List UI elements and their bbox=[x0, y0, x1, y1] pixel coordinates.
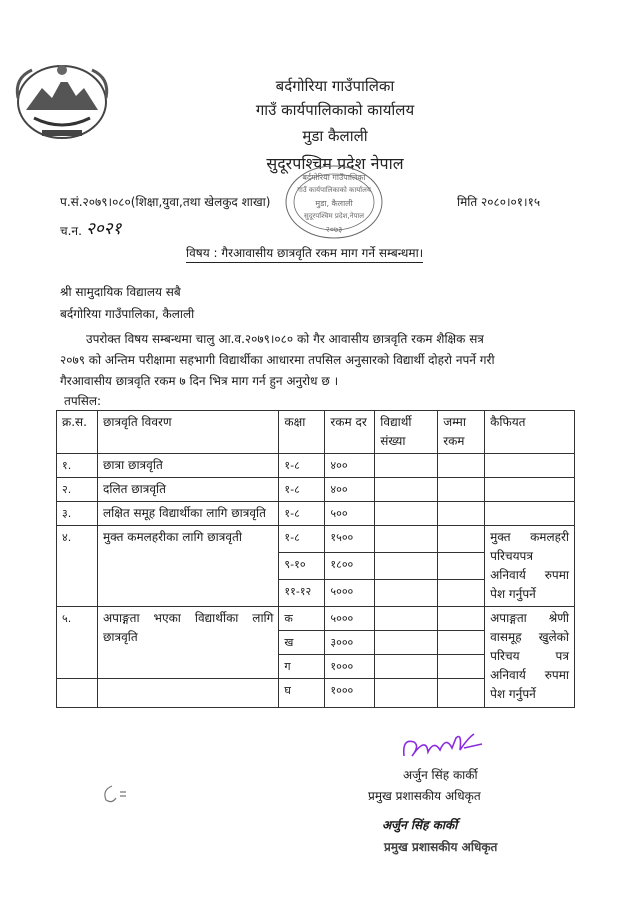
cell-total bbox=[438, 502, 485, 526]
cell-desc: दलित छात्रवृति bbox=[97, 478, 278, 502]
cell-rate: ५००० bbox=[325, 580, 375, 607]
cell-sn: २. bbox=[57, 478, 98, 502]
cell-desc: अपाङ्गता भएका विद्यार्थीका लागि छात्रवृति bbox=[97, 607, 278, 679]
cell-desc: मुक्त कमलहरीका लागि छात्रवृती bbox=[97, 526, 278, 607]
header-line2: गाउँ कार्यपालिकाको कार्यालय bbox=[255, 101, 415, 119]
cell-total bbox=[438, 655, 485, 679]
cell-grade: १-८ bbox=[279, 478, 325, 502]
cell-remarks bbox=[485, 502, 575, 526]
cell-students bbox=[375, 580, 438, 607]
header-line1: बर्दगोरिया गाउँपालिका bbox=[275, 77, 395, 95]
cell-students bbox=[375, 553, 438, 580]
cell-rate: ५०० bbox=[325, 502, 375, 526]
pencil-mark bbox=[98, 780, 132, 806]
header-remarks: कैफियत bbox=[485, 411, 575, 454]
table-row bbox=[57, 454, 575, 478]
cell-grade: घ bbox=[279, 679, 325, 708]
cell-total bbox=[438, 454, 485, 478]
table-row bbox=[57, 502, 575, 526]
svg-text:गाउँ कार्यपालिकाको कार्यालय: गाउँ कार्यपालिकाको कार्यालय bbox=[297, 186, 371, 194]
body-line2: २०७९ को अन्तिम परीक्षामा सहभागी विद्यार्थीका आधारमा तपसिल अनुसारको विद्यार्थी दोहरो नपर्ने गरी bbox=[60, 353, 495, 367]
chalani-number: २०२१ bbox=[86, 219, 122, 239]
cell-rate: ३००० bbox=[325, 631, 375, 655]
cell-rate: ४०० bbox=[325, 478, 375, 502]
cell-sn: ५. bbox=[57, 607, 98, 679]
svg-text:२०७३: २०७३ bbox=[325, 225, 343, 234]
tapsil-label: तपसिल: bbox=[64, 394, 102, 408]
cell-remarks: अपाङ्गता श्रेणी वासमूह खुलेको परिचय पत्र अनिवार्य रुपमा पेश गर्नुपर्ने bbox=[485, 607, 575, 708]
header-students: विद्यार्थी संख्या bbox=[375, 411, 438, 454]
cell-remarks: मुक्त कमलहरी परिचयपत्र अनिवार्य रुपमा पेश गर्नुपर्ने bbox=[485, 526, 575, 607]
cell-students bbox=[375, 631, 438, 655]
svg-text:बर्दगोरिया गाउँपालिका: बर्दगोरिया गाउँपालिका bbox=[302, 173, 366, 182]
cell-students bbox=[375, 607, 438, 631]
cell-rate: १००० bbox=[325, 679, 375, 708]
recipient-line2: बर्दगोरिया गाउँपालिका, कैलाली bbox=[60, 307, 195, 321]
cell-total bbox=[438, 478, 485, 502]
cell-rate: १५०० bbox=[325, 526, 375, 553]
cell-students bbox=[375, 502, 438, 526]
cell-grade: ११-१२ bbox=[279, 580, 325, 607]
scholarship-table bbox=[56, 410, 575, 708]
cell-total bbox=[438, 553, 485, 580]
svg-text:मुडा, कैलाली: मुडा, कैलाली bbox=[315, 199, 353, 208]
chalani-label: च.न. bbox=[60, 224, 82, 238]
table-row bbox=[57, 607, 575, 631]
cell-rate: १८०० bbox=[325, 553, 375, 580]
cell-grade: ख bbox=[279, 631, 325, 655]
cell-students bbox=[375, 526, 438, 553]
cell-grade: ग bbox=[279, 655, 325, 679]
stamp-title: प्रमुख प्रशासकीय अधिकृत bbox=[384, 840, 498, 854]
cell-total bbox=[438, 526, 485, 553]
cell-total bbox=[438, 607, 485, 631]
cell-grade: ९-१० bbox=[279, 553, 325, 580]
patra-sankhya: प.सं.२०७९।०८०(शिक्षा,युवा,तथा खेलकुद शाखा) bbox=[60, 195, 271, 209]
table-row bbox=[57, 526, 575, 553]
cell-students bbox=[375, 655, 438, 679]
cell-remarks bbox=[485, 454, 575, 478]
cell-desc: छात्रा छात्रवृति bbox=[97, 454, 278, 478]
date: मिति २०८०।०१।१५ bbox=[457, 195, 541, 209]
cell-rate: ४०० bbox=[325, 454, 375, 478]
handwritten-signature bbox=[398, 730, 488, 766]
table-header-row bbox=[57, 411, 575, 454]
cell-empty bbox=[57, 679, 98, 708]
office-seal-stamp bbox=[282, 162, 386, 242]
cell-sn: ३. bbox=[57, 502, 98, 526]
header-sn: क्र.स. bbox=[57, 411, 98, 454]
body-line1: उपरोक्त विषय सम्बन्धमा चालु आ.व.२०७९।०८० को गैर आवासीय छात्रवृति रकम शैक्षिक सत्र bbox=[86, 332, 484, 346]
nepal-emblem-logo bbox=[12, 58, 112, 142]
cell-sn: ४. bbox=[57, 526, 98, 607]
cell-students bbox=[375, 679, 438, 708]
subject: विषय : गैरआवासीय छात्रवृति रकम माग गर्ने सम्बन्धमा। bbox=[186, 244, 423, 263]
cell-rate: ५००० bbox=[325, 607, 375, 631]
cell-students bbox=[375, 478, 438, 502]
cell-grade: १-८ bbox=[279, 454, 325, 478]
cell-rate: १००० bbox=[325, 655, 375, 679]
signatory-name: अर्जुन सिंह कार्की bbox=[403, 768, 478, 782]
cell-sn: १. bbox=[57, 454, 98, 478]
header-total: जम्मा रकम bbox=[438, 411, 485, 454]
cell-grade: क bbox=[279, 607, 325, 631]
stamp-name: अर्जुन सिंह कार्की bbox=[382, 818, 458, 832]
header-line3: मुडा कैलाली bbox=[302, 127, 368, 145]
header-grade: कक्षा bbox=[279, 411, 325, 454]
cell-total bbox=[438, 679, 485, 708]
cell-remarks bbox=[485, 478, 575, 502]
cell-students bbox=[375, 454, 438, 478]
signatory-title: प्रमुख प्रशासकीय अधिकृत bbox=[368, 789, 481, 803]
recipient-line1: श्री सामुदायिक विद्यालय सबै bbox=[60, 285, 181, 299]
svg-text:सुदूरपश्चिम प्रदेश,नेपाल: सुदूरपश्चिम प्रदेश,नेपाल bbox=[303, 212, 365, 220]
cell-desc: लक्षित समूह विद्यार्थीका लागि छात्रवृति bbox=[97, 502, 278, 526]
table-row bbox=[57, 478, 575, 502]
header-desc: छात्रवृति विवरण bbox=[97, 411, 278, 454]
cell-grade: १-८ bbox=[279, 526, 325, 553]
cell-empty bbox=[97, 679, 278, 708]
body-line3: गैरआवासीय छात्रवृति रकम ७ दिन भित्र माग गर्न हुन अनुरोध छ । bbox=[60, 374, 339, 388]
cell-grade: १-८ bbox=[279, 502, 325, 526]
header-rate: रकम दर bbox=[325, 411, 375, 454]
header-line4: सुदूरपश्चिम प्रदेश नेपाल bbox=[266, 154, 404, 173]
cell-total bbox=[438, 631, 485, 655]
cell-total bbox=[438, 580, 485, 607]
